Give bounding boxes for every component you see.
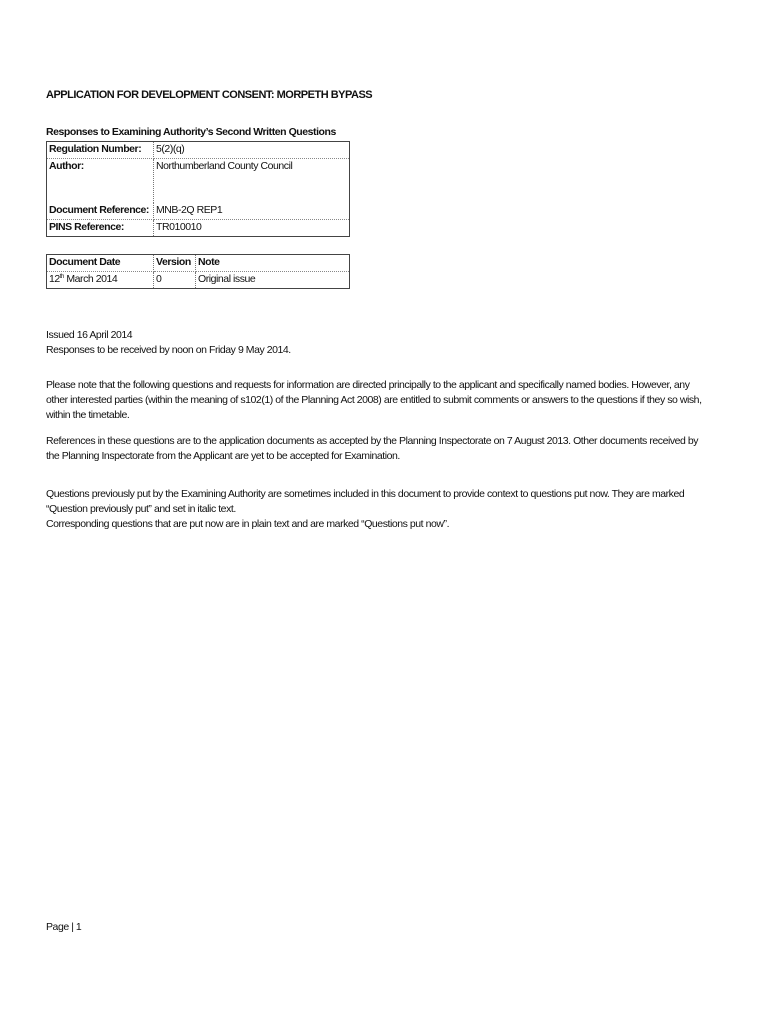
date-suffix: th (59, 274, 64, 280)
date-rest: March 2014 (63, 273, 118, 285)
regulation-value: 5(2)(q) (154, 142, 350, 159)
header-version: Version (154, 255, 196, 272)
pins-ref-value: TR010010 (156, 221, 202, 233)
history-version: 0 (154, 272, 196, 289)
regulation-label: Regulation Number: (47, 142, 154, 159)
doc-ref-value: MNB-2Q REP1 (154, 203, 350, 220)
author-value: Northumberland County Council (156, 160, 293, 172)
table-row (47, 272, 350, 289)
document-subtitle: Responses to Examining Authority’s Second Written Questions (46, 126, 336, 138)
header-note: Note (196, 255, 350, 272)
date-day: 12 (49, 273, 60, 285)
pins-ref-label: PINS Reference: (47, 220, 154, 237)
history-note: Original issue (198, 273, 256, 285)
responses-due: Responses to be received by noon on Friday 9 May 2014. (46, 344, 291, 356)
history-header-row (47, 255, 350, 272)
page-number: Page | 1 (46, 921, 82, 933)
note-paragraph: Please note that the following questions and requests for information are directed principally to the applicant and specifically named bodies. However, any other interested parties (within the meaning of s102(1) of the Planning Act 2008) are entitled to submit comments or answers to the questions if they so wish, within the timetable. (46, 379, 702, 421)
doc-ref-label: Document Reference: (47, 203, 154, 220)
author-label: Author: (47, 159, 154, 204)
document-title: APPLICATION FOR DEVELOPMENT CONSENT: MORPETH BYPASS (46, 89, 373, 101)
questions-previously-put: Questions previously put by the Examining Authority are sometimes included in this document to provide context to questions put now. They are marked “Question previously put” and set in italic text. (46, 488, 685, 515)
header-document-date: Document Date (47, 255, 154, 272)
history-date (47, 272, 154, 289)
questions-put-now: Corresponding questions that are put now are in plain text and are marked “Questions put now”. (46, 518, 450, 530)
metadata-table (46, 141, 350, 237)
issued-date: Issued 16 April 2014 (46, 329, 133, 341)
issue-info (46, 328, 706, 358)
document-history-table (46, 254, 350, 289)
references-paragraph: References in these questions are to the application documents as accepted by the Planning Inspectorate on 7 August 2013. Other documents received by the Planning Inspectorate from the Applicant are yet to be accepted for Examination. (46, 435, 699, 462)
questions-paragraph (46, 487, 706, 532)
